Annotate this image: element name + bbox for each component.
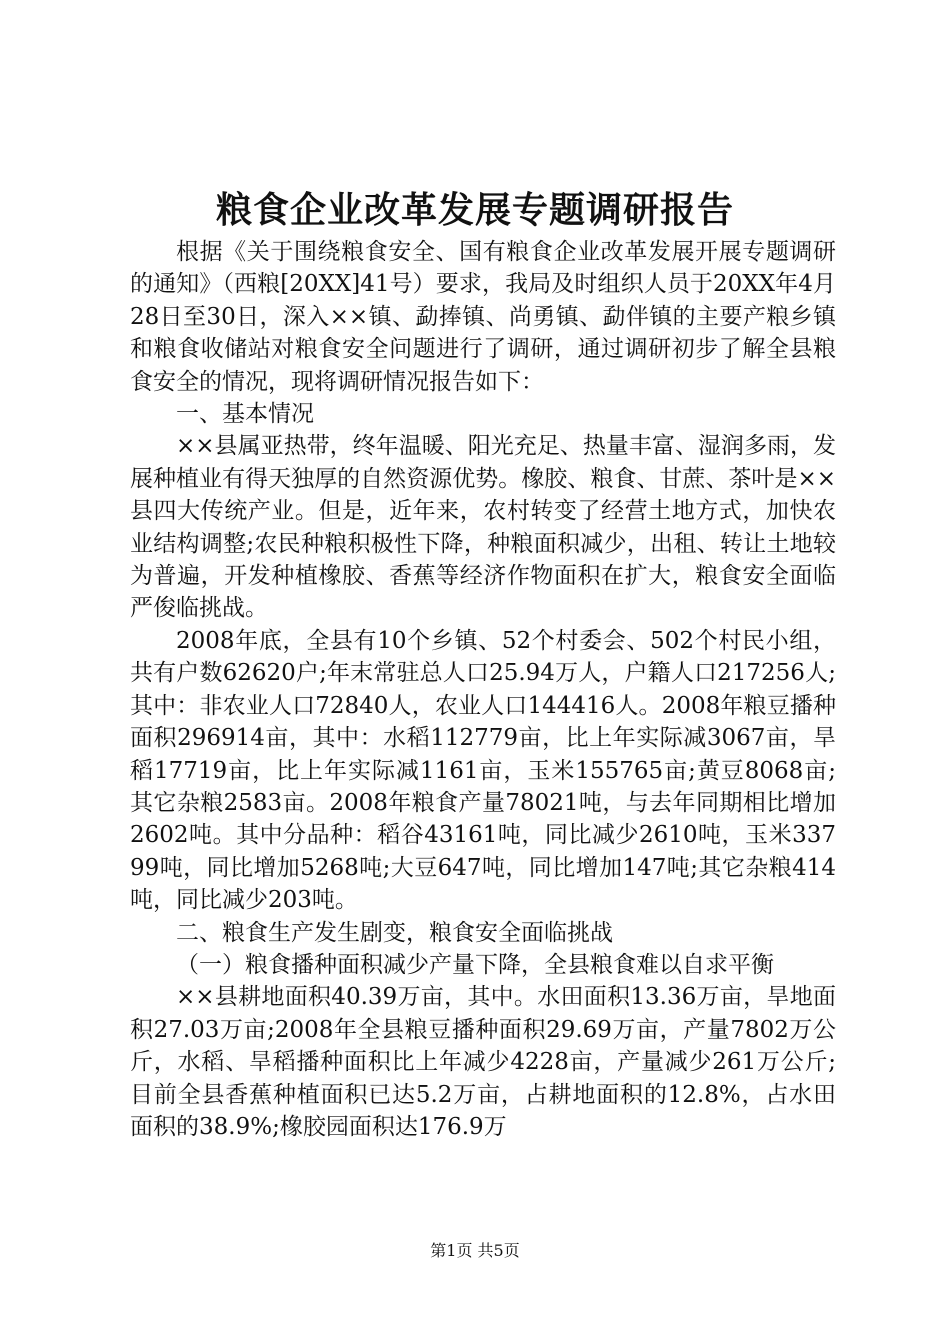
page-number: 第1页 共5页: [430, 1241, 520, 1260]
section-heading-challenges: 二、粮食生产发生剧变，粮食安全面临挑战: [176, 919, 613, 946]
document-title: 粮食企业改革发展专题调研报告: [215, 189, 734, 231]
section-heading-basic: 一、基本情况: [176, 401, 314, 428]
subsection-heading: （一）粮食播种面积减少产量下降，全县粮食难以自求平衡: [176, 951, 774, 978]
paragraph-intro: 根据《关于围绕粮食安全、国有粮食企业改革发展开展专题调研的通知》（西粮[20XX]41号）要求，我局及时组织人员于20XX年4月28日至30日，深入××镇、勐捧镇、尚勇镇、勐伴镇的主要产粮乡镇和粮食收储站对粮食安全问题进行了调研，通过调研初步了解全县粮食安全的情况，现将调研情况报告如下：: [130, 239, 836, 395]
paragraph-land-area: ××县耕地面积40.39万亩，其中。水田面积13.36万亩，旱地面积27.03万亩;2008年全县粮豆播种面积29.69万亩，产量7802万公斤，水稻、旱稻播种面积比上年减少4228亩，产量减少261万公斤;目前全县香蕉种植面积已达5.2万亩，占耕地面积的12.8%，占水田面积的38.9%;橡胶园面积达176.9万: [130, 984, 836, 1140]
paragraph-climate: ××县属亚热带，终年温暖、阳光充足、热量丰富、湿润多雨，发展种植业有得天独厚的自然资源优势。橡胶、粮食、甘蔗、茶叶是××县四大传统产业。但是，近年来，农村转变了经营土地方式，加快农业结构调整;农民种粮积极性下降，种粮面积减少，出租、转让土地较为普遍，开发种植橡胶、香蕉等经济作物面积在扩大，粮食安全面临严俊临挑战。: [130, 433, 836, 622]
paragraph-statistics: 2008年底，全县有10个乡镇、52个村委会、502个村民小组，共有户数62620户;年末常驻总人口25.94万人，户籍人口217256人;其中：非农业人口72840人，农业人口144416人。2008年粮豆播种面积296914亩，其中：水稻112779亩，比上年实际减3067亩，旱稻17719亩，比上年实际减1161亩，玉米155765亩;黄豆8068亩;其它杂粮2583亩。2008年粮食产量78021吨，与去年同期相比增加2602吨。其中分品种：稻谷43161吨，同比减少2610吨，玉米33799吨，同比增加5268吨;大豆647吨，同比增加147吨;其它杂粮414吨，同比减少203吨。: [130, 627, 836, 914]
document-body: [130, 236, 836, 1143]
